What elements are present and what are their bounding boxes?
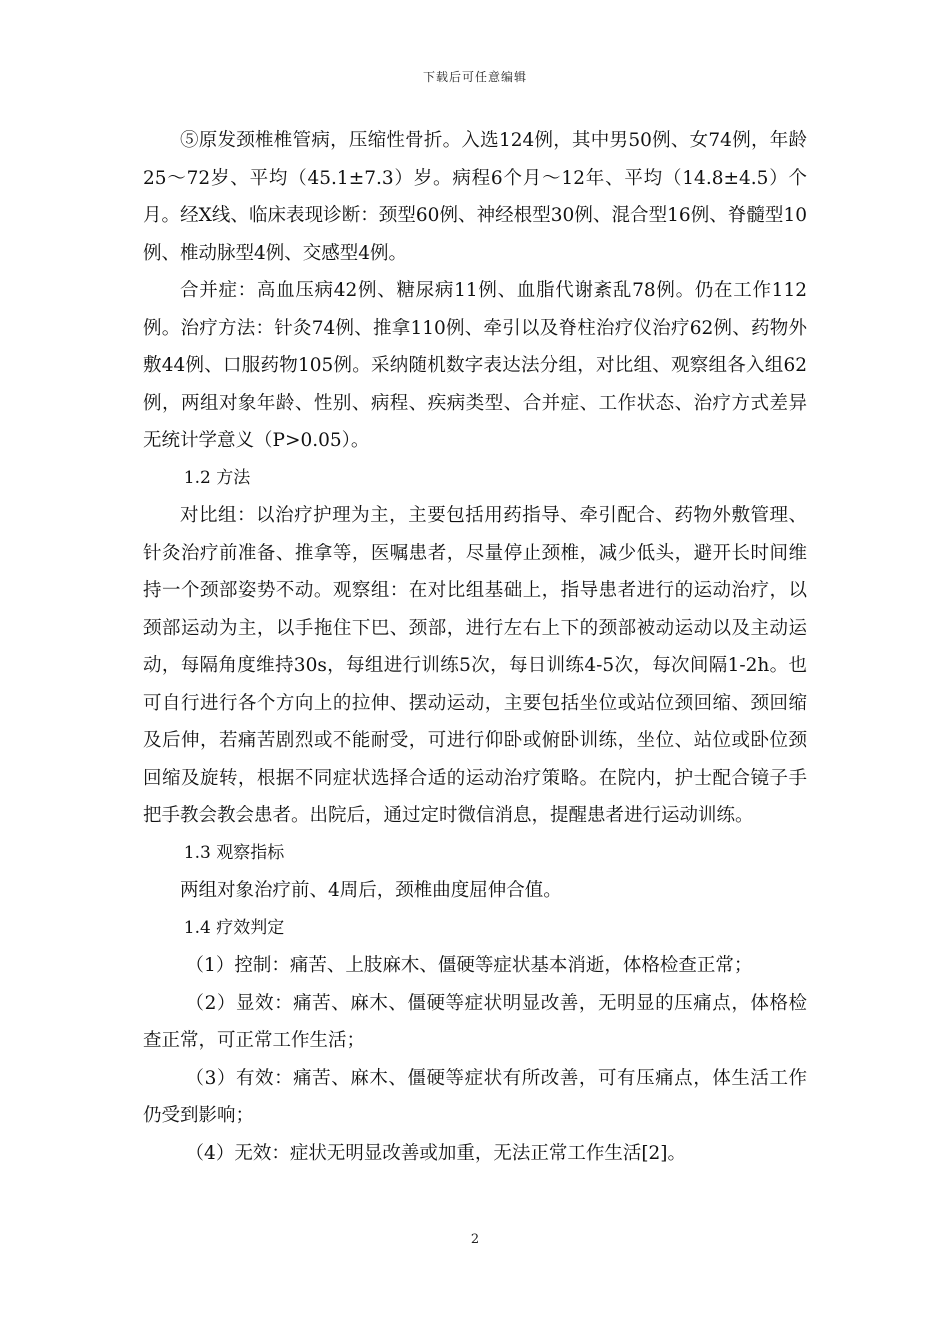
paragraph-methods: 对比组：以治疗护理为主，主要包括用药指导、牵引配合、药物外敷管理、针灸治疗前准备、推拿等，医嘱患者，尽量停止颈椎，减少低头，避开长时间维持一个颈部姿势不动。观察组：在对比组基础上，指导患者进行的运动治疗，以颈部运动为主，以手拖住下巴、颈部，进行左右上下的颈部被动运动以及主动运动，每隔角度维持30s，每组进行训练5次，每日训练4-5次，每次间隔1-2h。也可自行进行各个方向上的拉伸、摆动运动，主要包括坐位或站位颈回缩、颈回缩及后伸，若痛苦剧烈或不能耐受，可进行仰卧或俯卧训练，坐位、站位或卧位颈回缩及旋转，根据不同症状选择合适的运动治疗策略。在院内，护士配合镜子手把手教会教会患者。出院后，通过定时微信消息，提醒患者进行运动训练。 — [143, 505, 807, 826]
section-heading-methods: 1.2 方法 — [183, 467, 251, 488]
page-number: 2 — [470, 1232, 480, 1247]
document-body — [143, 122, 807, 1172]
criteria-item-effective: （3）有效：痛苦、麻木、僵硬等症状有所改善，可有压痛点，体生活工作仍受到影响； — [143, 1067, 807, 1126]
paragraph-inclusion-criteria: ⑤原发颈椎椎管病，压缩性骨折。入选124例，其中男50例、女74例，年龄25～72岁、平均（45.1±7.3）岁。病程6个月～12年、平均（14.8±4.5）个月。经X线、临床表现诊断：颈型60例、神经根型30例、混合型16例、脊髓型10例、椎动脉型4例、交感型4例。 — [143, 130, 807, 264]
criteria-item-control: （1）控制：痛苦、上肢麻木、僵硬等症状基本消逝，体格检查正常； — [185, 955, 753, 976]
criteria-item-ineffective: （4）无效：症状无明显改善或加重，无法正常工作生活[2]。 — [185, 1142, 687, 1164]
criteria-item-marked-effect: （2）显效：痛苦、麻木、僵硬等症状明显改善，无明显的压痛点，体格检查正常，可正常工作生活； — [143, 992, 807, 1051]
section-heading-efficacy-criteria: 1.4 疗效判定 — [183, 917, 285, 938]
paragraph-observation-indicators: 两组对象治疗前、4周后，颈椎曲度屈伸合值。 — [180, 880, 562, 901]
page-header: 下载后可任意编辑 — [422, 70, 527, 84]
section-heading-observation-indicators: 1.3 观察指标 — [183, 842, 285, 863]
paragraph-complications: 合并症：高血压病42例、糖尿病11例、血脂代谢紊乱78例。仍在工作112例。治疗方法：针灸74例、推拿110例、牵引以及脊柱治疗仪治疗62例、药物外敷44例、口服药物105例。采纳随机数字表达法分组，对比组、观察组各入组62例，两组对象年龄、性别、病程、疾病类型、合并症、工作状态、治疗方式差异无统计学意义（P>0.05）。 — [143, 280, 807, 451]
